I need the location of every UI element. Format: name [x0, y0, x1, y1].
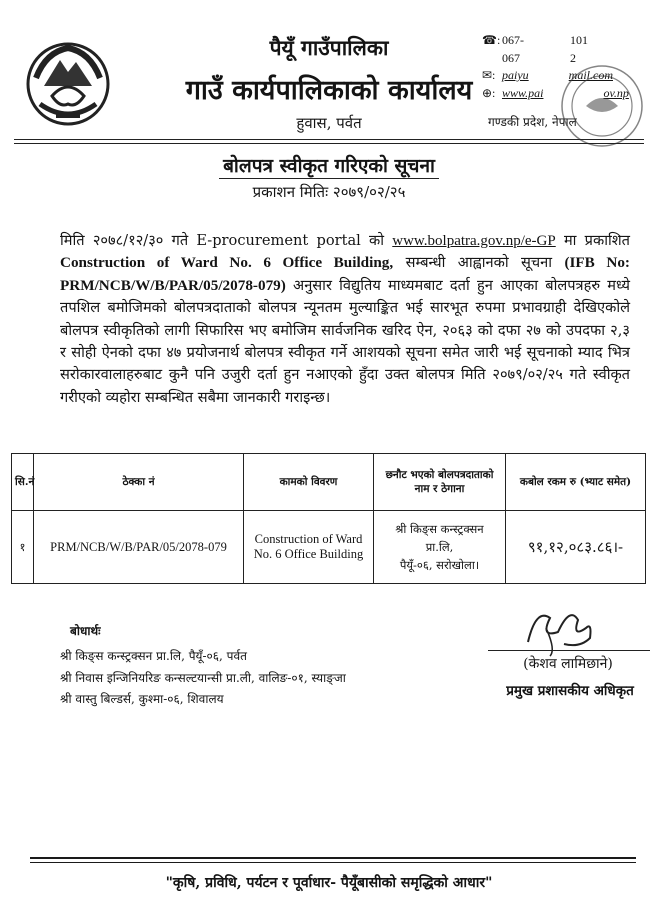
col-header-amount: कबोल रकम रु (भ्याट समेत)	[506, 454, 646, 511]
col-header-contract: ठेक्का नं	[34, 454, 244, 511]
cell-bidder	[374, 511, 506, 584]
province-name: गण्डकी प्रदेश, नेपाल	[488, 115, 577, 129]
footer-motto: "कृषि, प्रविधि, पर्यटन र पूर्वाधार- पैयूँबासीको समृद्धिको आधार"	[165, 875, 493, 891]
table-row	[12, 511, 646, 584]
signatory-name: (केशव लामिछाने)	[523, 656, 613, 672]
phone-number-1-tail: 101	[570, 33, 588, 47]
body-text-4: अनुसार विद्युतिय माध्यमबाट दर्ता हुन आएका बोलपत्रहरु मध्ये तपशिल बमोजिमको बोलपत्रदाताको बोलपत्र न्यूनतम मुल्याङ्कित भई सारभूत रुपमा प्रभावग्राही देखिएकोले बोलपत्र स्वीकृतिको लागी सिफारिस भए बमोजिम सार्वजनिक खरिद ऐन, २०६३ को दफा २७ को उपदफा २,३ र सोही ऐनको दफा ४७ प्रयोजनार्थ बोलपत्र स्वीकृत गर्ने आशयको सूचना समेत जारी भई सूचनाको म्याद भित्र सरोकारवालाहरुबाट कुनै पनि उजुरी दर्ता हुन नआएको हुँदा उक्त बोलपत्र मिति २०७९/०२/२५ गते स्वीकृत गरीएको व्यहोरा सम्बन्धित सबैमा जानकारी गराइन्छ।	[60, 276, 630, 406]
email-link[interactable]: paiyu	[502, 68, 529, 82]
phone-icon: ☎:	[482, 33, 501, 47]
table-header-row	[12, 454, 646, 511]
publish-date: प्रकाशन मितिः २०७९/०२/२५	[252, 183, 406, 201]
header-divider-2	[14, 143, 644, 144]
notice-title: बोलपत्र स्वीकृत गरिएको सूचना	[223, 155, 435, 177]
municipality-name: पैयूँ गाउँपालिका	[269, 35, 389, 60]
ifb-number: (IFB No: PRM/NCB/W/B/PAR/05/2078-079)	[60, 254, 630, 294]
website-link-tail[interactable]: ov.np	[603, 85, 629, 100]
list-item: श्री निवास इन्जिनियरिङ कन्सल्टयान्सी प्रा.ली, वालिङ-०१, स्याङ्जा	[60, 670, 346, 685]
footer-divider	[30, 857, 636, 859]
notice-body	[60, 230, 630, 409]
bidder-address: पैयूँ-०६, सरोखोला।	[399, 558, 480, 572]
signature-line	[488, 650, 650, 651]
website-link[interactable]: www.pai	[502, 85, 544, 100]
cell-sn: १	[12, 511, 34, 584]
signatory-role: प्रमुख प्रशासकीय अधिकृत	[506, 683, 634, 699]
office-name: गाउँ कार्यपालिकाको कार्यालय	[185, 75, 473, 106]
globe-icon: ⊕:	[482, 85, 496, 100]
project-name: Construction of Ward No. 6 Office Building,	[60, 254, 394, 272]
email-link-tail[interactable]: mail.com	[568, 68, 613, 82]
list-item: श्री वास्तु बिल्डर्स, कुश्मा-०६, शिवालय	[60, 692, 224, 706]
award-table	[11, 453, 646, 584]
phone-number-1: 067-	[502, 33, 524, 47]
col-header-description: कामको विवरण	[244, 454, 374, 511]
body-text-2: मा प्रकाशित	[555, 232, 630, 249]
bidder-name: श्री किङ्स कन्स्ट्रक्सन	[395, 522, 484, 536]
cc-title: बोधार्थः	[70, 624, 101, 638]
header-divider	[14, 139, 644, 140]
list-item: श्री किङ्स कन्स्ट्रक्सन प्रा.लि, पैयूँ-०६, पर्वत	[60, 649, 247, 663]
body-text-3: सम्बन्धी आह्वानको सूचना	[393, 254, 565, 272]
cell-amount: ९१,१२,०८३.८६।-	[506, 511, 646, 584]
phone-row	[482, 32, 656, 50]
envelope-icon: ✉:	[482, 68, 496, 82]
cc-list	[60, 646, 460, 711]
phone-number-2-tail: 2	[570, 50, 576, 65]
col-header-sn: सि.नं	[12, 454, 34, 511]
cell-description: Construction of Ward No. 6 Office Building	[244, 511, 374, 584]
col-header-bidder: छनौट भएको बोलपत्रदाताको नाम र ठेगाना	[374, 454, 506, 511]
footer-divider-2	[30, 862, 636, 863]
cell-contract-no: PRM/NCB/W/B/PAR/05/2078-079	[34, 511, 244, 584]
office-address: हुवास, पर्वत	[296, 114, 362, 132]
body-text-1: मिति २०७८/१२/३० गते E-procurement portal को	[60, 232, 393, 249]
bidder-type: प्रा.लि,	[425, 540, 454, 554]
bolpatra-link[interactable]: www.bolpatra.gov.np/e-GP	[392, 233, 556, 249]
title-underline	[219, 178, 439, 179]
phone-number-2: 067	[502, 50, 520, 65]
